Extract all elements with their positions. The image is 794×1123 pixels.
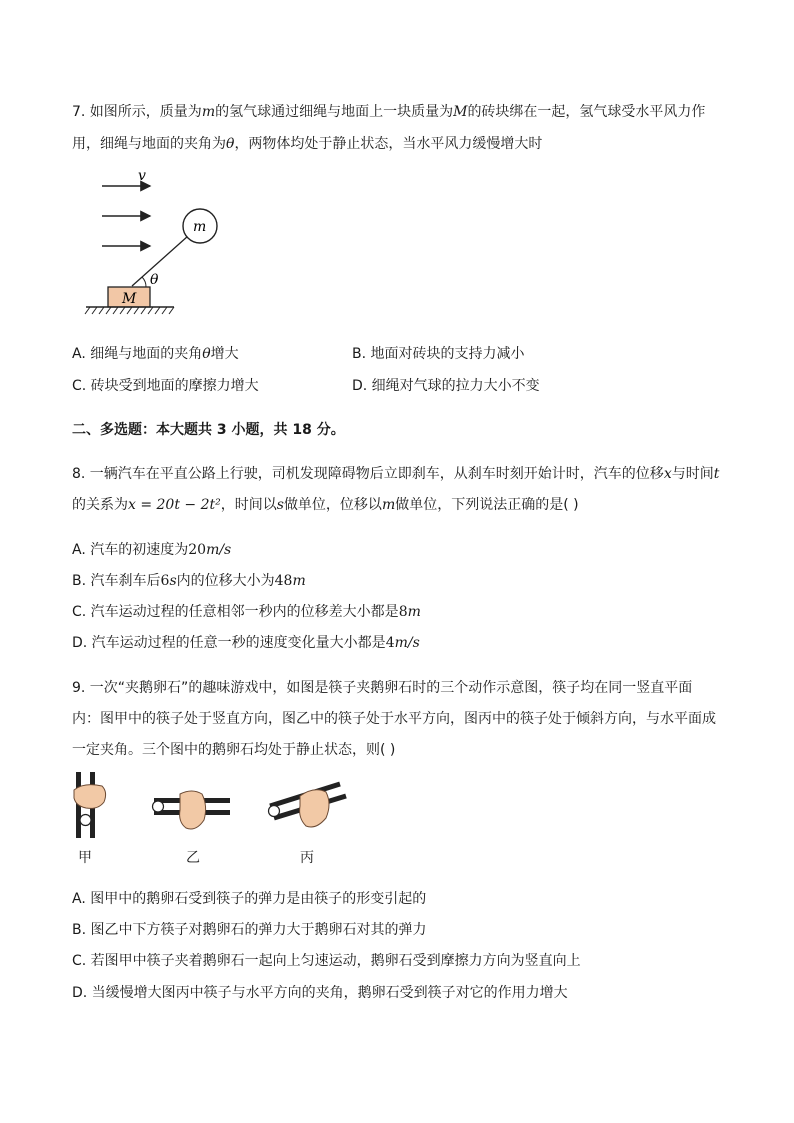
- q8-option-d[interactable]: D. 汽车运动过程的任意一秒的速度变化量大小都是4m/s: [72, 635, 420, 651]
- q7-option-b[interactable]: B. 地面对砖块的支持力减小: [352, 346, 525, 362]
- figure-yi: [153, 791, 231, 829]
- q8-option-c[interactable]: C. 汽车运动过程的任意相邻一秒内的位移差大小都是8m: [72, 604, 421, 620]
- balloon-mass-label: m: [193, 219, 207, 235]
- q9-stem-line1: 9. 一次“夹鹅卵石”的趣味游戏中，如图是筷子夹鹅卵石时的三个动作示意图，筷子均在同一竖直平面: [72, 680, 693, 696]
- wind-arrows: [102, 186, 150, 246]
- ground-hatching: [85, 307, 174, 314]
- fig-label-bing: 丙: [300, 850, 314, 866]
- hand: [300, 790, 329, 827]
- q8-stem-line2: 的关系为x = 20t − 2t²，时间以s做单位，位移以m做单位，下列说法正确的是( ): [72, 497, 579, 513]
- pebble: [153, 801, 164, 812]
- hand: [74, 785, 106, 809]
- q9-option-d[interactable]: D. 当缓慢增大图丙中筷子与水平方向的夹角，鹅卵石受到筷子对它的作用力增大: [72, 985, 568, 1001]
- q9-option-a[interactable]: A. 图甲中的鹅卵石受到筷子的弹力是由筷子的形变引起的: [72, 891, 427, 907]
- q7-option-c[interactable]: C. 砖块受到地面的摩擦力增大: [72, 378, 259, 394]
- q9-stem-line3: 一定夹角。三个图中的鹅卵石均处于静止状态，则( ): [72, 742, 396, 758]
- fig-label-jia: 甲: [78, 850, 92, 866]
- wind-velocity-label: v: [138, 168, 146, 184]
- q7-option-d[interactable]: D. 细绳对气球的拉力大小不变: [352, 378, 540, 394]
- hand: [180, 791, 206, 829]
- figure-bing: [269, 784, 347, 827]
- q7-option-a[interactable]: A. 细绳与地面的夹角θ增大: [72, 346, 239, 362]
- q9-chopsticks-figure: [68, 770, 368, 840]
- angle-label: θ: [150, 272, 159, 288]
- q8-stem-line1: 8. 一辆汽车在平直公路上行驶，司机发现障碍物后立即刹车，从刹车时刻开始计时，汽车的位移x与时间t: [72, 466, 720, 482]
- q7-balloon-figure: [80, 166, 280, 316]
- pebble: [80, 815, 91, 826]
- string: [132, 236, 188, 286]
- q7-stem-line2: 用，细绳与地面的夹角为θ，两物体均处于静止状态，当水平风力缓慢增大时: [72, 136, 543, 152]
- brick-mass-label: M: [122, 291, 137, 307]
- fig-label-yi: 乙: [186, 850, 200, 866]
- pebble: [269, 806, 280, 817]
- section-header: 二、多选题：本大题共 3 小题，共 18 分。: [72, 422, 345, 438]
- q7-stem-line1: 7. 如图所示，质量为m的氢气球通过细绳与地面上一块质量为M的砖块绑在一起，氢气球受水平风力作: [72, 104, 706, 120]
- q9-option-b[interactable]: B. 图乙中下方筷子对鹅卵石的弹力大于鹅卵石对其的弹力: [72, 922, 427, 938]
- q8-option-a[interactable]: A. 汽车的初速度为20m/s: [72, 542, 232, 558]
- figure-jia: [74, 772, 106, 838]
- q8-option-b[interactable]: B. 汽车刹车后6s内的位移大小为48m: [72, 573, 306, 589]
- q9-option-c[interactable]: C. 若图甲中筷子夹着鹅卵石一起向上匀速运动，鹅卵石受到摩擦力方向为竖直向上: [72, 953, 581, 969]
- angle-arc: [142, 277, 146, 287]
- q9-stem-line2: 内：图甲中的筷子处于竖直方向，图乙中的筷子处于水平方向，图丙中的筷子处于倾斜方向，与水平面成: [72, 711, 716, 727]
